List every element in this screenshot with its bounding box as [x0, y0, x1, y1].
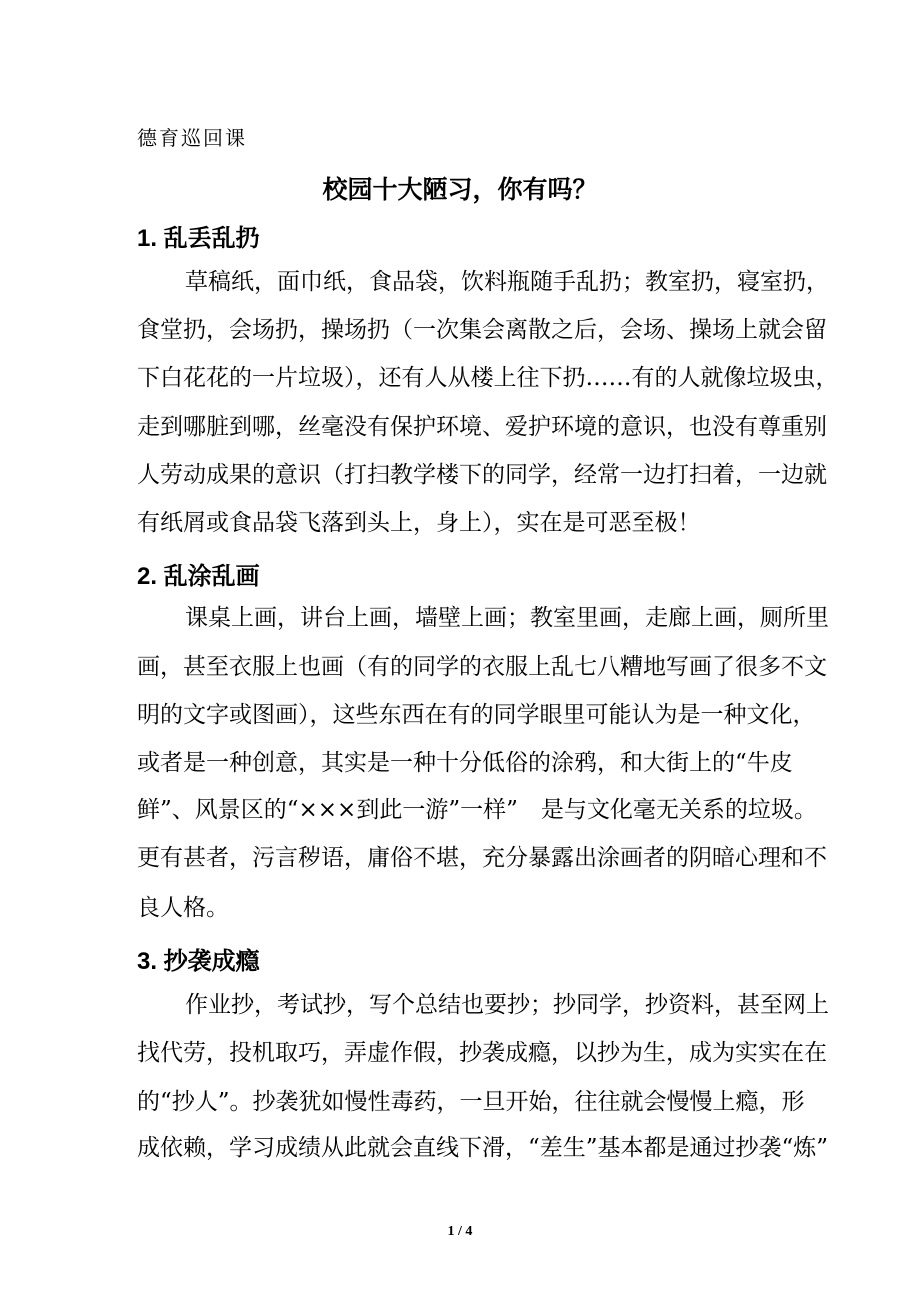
section-heading: 3. 抄袭成瘾 [137, 948, 260, 975]
paragraph-line: 良人格。 [137, 895, 229, 921]
paragraph-line: 草稿纸，面巾纸，食品袋，饮料瓶随手乱扔；教室扔，寝室扔， [185, 269, 829, 295]
paragraph-line: 找代劳，投机取巧，弄虚作假，抄袭成瘾，以抄为生，成为实实在在 [137, 1040, 827, 1066]
paragraph-line: 成依赖，学习成绩从此就会直线下滑，“差生”基本都是通过抄袭“炼” [137, 1135, 829, 1161]
paragraph-line: 课桌上画，讲台上画，墙壁上画；教室里画，走廊上画，厕所里 [185, 605, 829, 631]
paragraph-line: 明的文字或图画），这些东西在有的同学眼里可能认为是一种文化， [137, 702, 816, 728]
paragraph-line: 下白花花的一片垃圾），还有人从楼上往下扔……有的人就像垃圾虫， [137, 365, 839, 391]
section-heading: 2. 乱涂乱画 [137, 563, 260, 590]
paragraph-line: 画，甚至衣服上也画（有的同学的衣服上乱七八糟地写画了很多不文 [137, 654, 827, 680]
paragraph-line: 的“抄人”。抄袭犹如慢性毒药，一旦开始，往往就会慢慢上瘾，形 [137, 1089, 805, 1115]
paragraph-line: 食堂扔，会场扔，操场扔（一次集会离散之后，会场、操场上就会留 [137, 317, 827, 343]
paragraph-line: 或者是一种创意，其实是一种十分低俗的涂鸦，和大街上的“牛皮 [137, 750, 793, 776]
document-header: 德育巡回课 [137, 126, 247, 150]
paragraph-line: 走到哪脏到哪，丝毫没有保护环境、爱护环境的意识，也没有尊重别 [137, 414, 827, 440]
paragraph-line: 更有甚者，污言秽语，庸俗不堪，充分暴露出涂画者的阴暗心理和不 [137, 845, 827, 871]
section-heading: 1. 乱丢乱扔 [137, 225, 260, 252]
document-title: 校园十大陋习，你有吗？ [322, 176, 598, 204]
paragraph-line: 鲜”、风景区的“×××到此一游”一样” 是与文化毫无关系的垃圾。 [137, 797, 817, 823]
paragraph-line: 人劳动成果的意识（打扫教学楼下的同学，经常一边打扫着，一边就 [137, 462, 827, 488]
page-number: 1 / 4 [447, 1224, 473, 1239]
paragraph-line: 作业抄，考试抄，写个总结也要抄；抄同学，抄资料，甚至网上 [185, 992, 829, 1018]
paragraph-line: 有纸屑或食品袋飞落到头上，身上），实在是可恶至极！ [137, 510, 701, 536]
